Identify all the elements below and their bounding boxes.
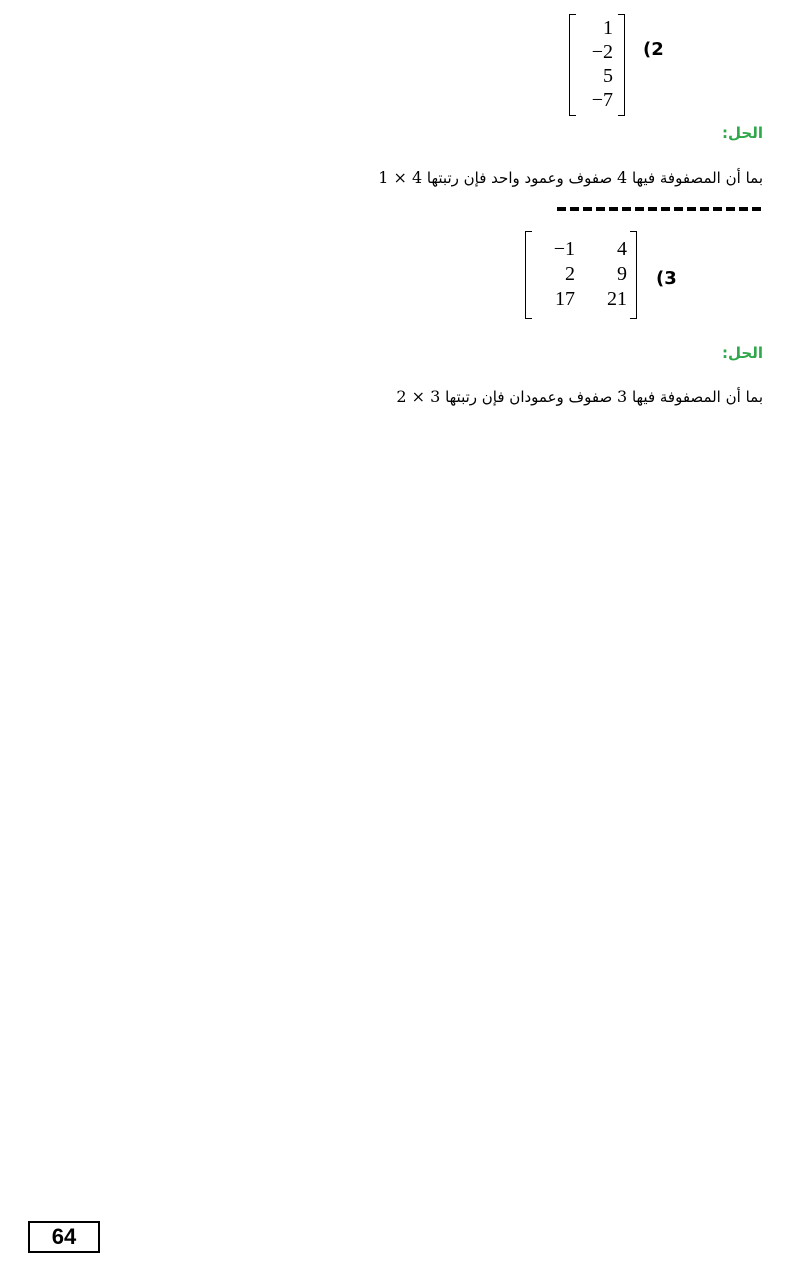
- solution-row-count: 4: [616, 168, 628, 187]
- solution-middle: صفوف وعمودان فإن رتبتها: [445, 388, 613, 406]
- problem-number-3: (3: [656, 268, 677, 289]
- matrix-left-bracket: [525, 231, 532, 319]
- solution-order: 1 × 4: [378, 168, 423, 187]
- solution-middle: صفوف وعمود واحد فإن رتبتها: [426, 169, 613, 187]
- solution-text: [396, 387, 763, 406]
- matrix-cell: −7: [591, 89, 613, 111]
- solution-text: [378, 168, 763, 187]
- matrix-cell: −1: [553, 238, 575, 260]
- matrix-cell: 17: [555, 288, 575, 310]
- matrix-right-bracket: [630, 231, 637, 319]
- matrix-cell: 5: [603, 65, 613, 87]
- matrix-right-bracket: [618, 14, 625, 116]
- matrix-left-bracket: [569, 14, 576, 116]
- problem-number-2: (2: [643, 39, 664, 60]
- matrix-cell: 21: [607, 288, 627, 310]
- matrix-cell: 1: [603, 17, 613, 39]
- solution-label: الحل:: [722, 124, 763, 142]
- matrix-cell: 2: [565, 263, 575, 285]
- matrix-problem-2: [569, 14, 625, 116]
- solution-row-count: 3: [616, 387, 628, 406]
- matrix-cell: −2: [591, 41, 613, 63]
- dashed-separator: [557, 207, 762, 211]
- matrix-cell: 4: [617, 238, 627, 260]
- page-number: 64: [28, 1221, 100, 1253]
- solution-label: الحل:: [722, 344, 763, 362]
- matrix-cell: 9: [617, 263, 627, 285]
- solution-prefix: بما أن المصفوفة فيها: [631, 169, 763, 187]
- matrix-problem-3: [525, 231, 637, 319]
- solution-prefix: بما أن المصفوفة فيها: [631, 388, 763, 406]
- solution-order: 2 × 3: [396, 387, 441, 406]
